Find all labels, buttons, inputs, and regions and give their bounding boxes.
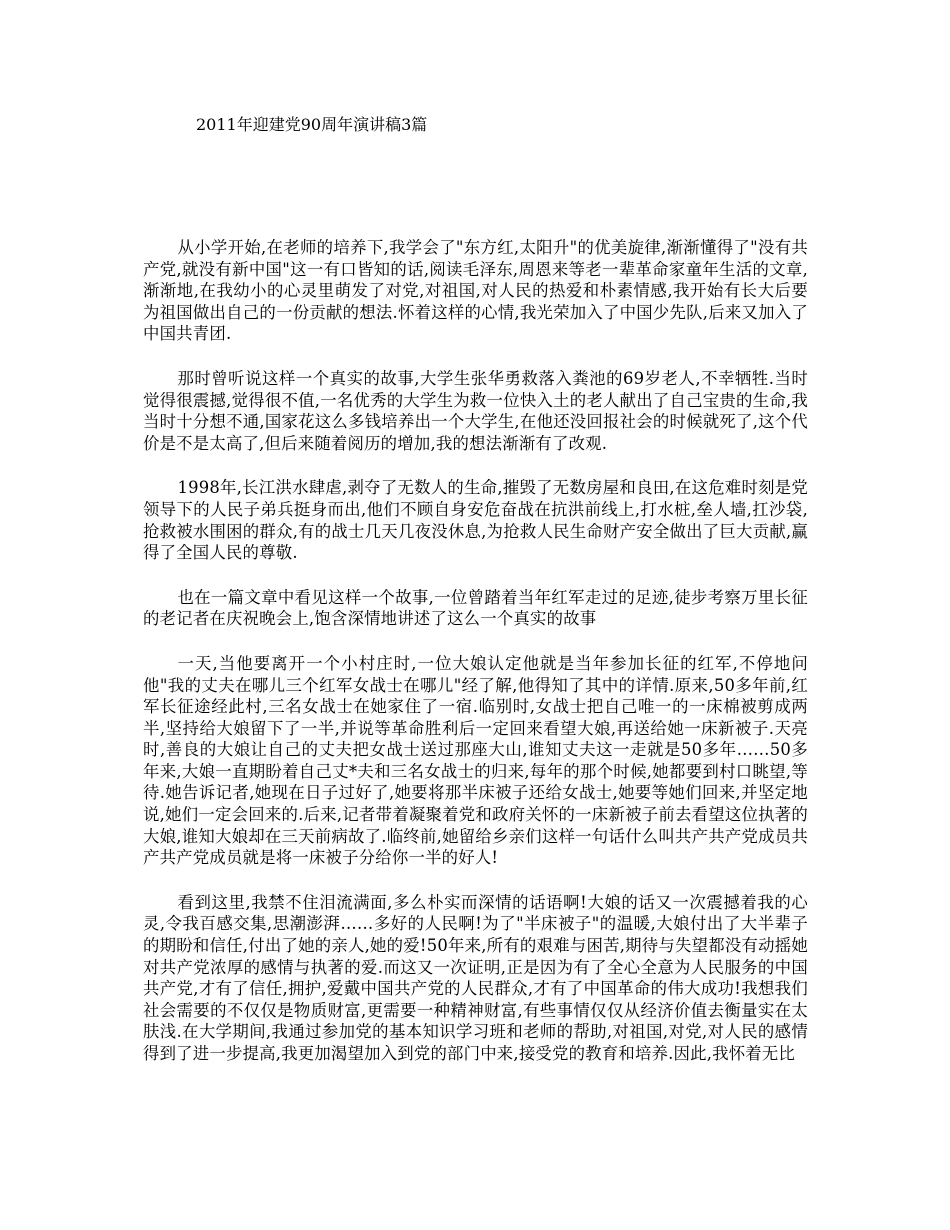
paragraph-4: 也在一篇文章中看见这样一个故事,一位曾踏着当年红军走过的足迹,徒步考察万里长征的老记者在庆祝晚会上,饱含深情地讲述了这么一个真实的故事 [143, 587, 808, 629]
paragraph-5: 一天,当他要离开一个小村庄时,一位大娘认定他就是当年参加长征的红军,不停地问他"我的丈夫在哪儿三个红军女战士在哪儿"经了解,他得知了其中的详情.原来,50多年前,红军长征途经此村,三名女战士在她家住了一宿.临别时,女战士把自己唯一的一床棉被剪成两半,坚持给大娘留下了一半,并说等革命胜利后一定回来看望大娘,再送给她一床新被子.天亮时,善良的大娘让自己的丈夫把女战士送过那座大山,谁知丈夫这一走就是50多年……50多年来,大娘一直期盼着自己丈*夫和三名女战士的归来,每年的那个时候,她都要到村口眺望,等待.她告诉记者,她现在日子过好了,她要将那半床被子还给女战士,她要等她们回来,并坚定地说,她们一定会回来的.后来,记者带着凝聚着党和政府关怀的一床新被子前去看望这位执著的大娘,谁知大娘却在三天前病故了.临终前,她留给乡亲们这样一句话什么叫共产共产党成员共产共产党成员就是将一床被子分给你一半的好人! [143, 653, 808, 868]
paragraph-1: 从小学开始,在老师的培养下,我学会了"东方红,太阳升"的优美旋律,渐渐懂得了"没有共产党,就没有新中国"这一有口皆知的话,阅读毛泽东,周恩来等老一辈革命家童年生活的文章,渐渐地,在我幼小的心灵里萌发了对党,对祖国,对人民的热爱和朴素情感,我开始有长大后要为祖国做出自己的一份贡献的想法.怀着这样的心情,我光荣加入了中国少先队,后来又加入了中国共青团. [143, 238, 808, 344]
paragraph-3: 1998年,长江洪水肆虐,剥夺了无数人的生命,摧毁了无数房屋和良田,在这危难时刻是党领导下的人民子弟兵挺身而出,他们不顾自身安危奋战在抗洪前线上,打水桩,垒人墙,扛沙袋,抢救被水围困的群众,有的战士几天几夜没休息,为抢救人民生命财产安全做出了巨大贡献,赢得了全国人民的尊敬. [143, 478, 808, 563]
paragraph-2: 那时曾听说这样一个真实的故事,大学生张华勇救落入粪池的69岁老人,不幸牺牲.当时觉得很震撼,觉得很不值,一名优秀的大学生为救一位快入土的老人献出了自己宝贵的生命,我当时十分想不通,国家花这么多钱培养出一个大学生,在他还没回报社会的时候就死了,这个代价是不是太高了,但后来随着阅历的增加,我的想法渐渐有了改观. [143, 368, 808, 453]
document-title: 2011年迎建党90周年演讲稿3篇 [196, 115, 428, 134]
paragraph-6: 看到这里,我禁不住泪流满面,多么朴实而深情的话语啊!大娘的话又一次震撼着我的心灵,令我百感交集,思潮澎湃……多好的人民啊!为了"半床被子"的温暖,大娘付出了大半辈子的期盼和信任,付出了她的亲人,她的爱!50年来,所有的艰难与困苦,期待与失望都没有动摇她对共产党浓厚的感情与执著的爱.而这又一次证明,正是因为有了全心全意为人民服务的中国共产党,才有了信任,拥护,爱戴中国共产党的人民群众,才有了中国革命的伟大成功!我想我们社会需要的不仅仅是物质财富,更需要一种精神财富,有些事情仅仅从经济价值去衡量实在太肤浅.在大学期间,我通过参加党的基本知识学习班和老师的帮助,对祖国,对党,对人民的感情得到了进一步提高,我更加渴望加入到党的部门中来,接受党的教育和培养.因此,我怀着无比 [143, 892, 808, 1063]
document-body [143, 237, 808, 1088]
